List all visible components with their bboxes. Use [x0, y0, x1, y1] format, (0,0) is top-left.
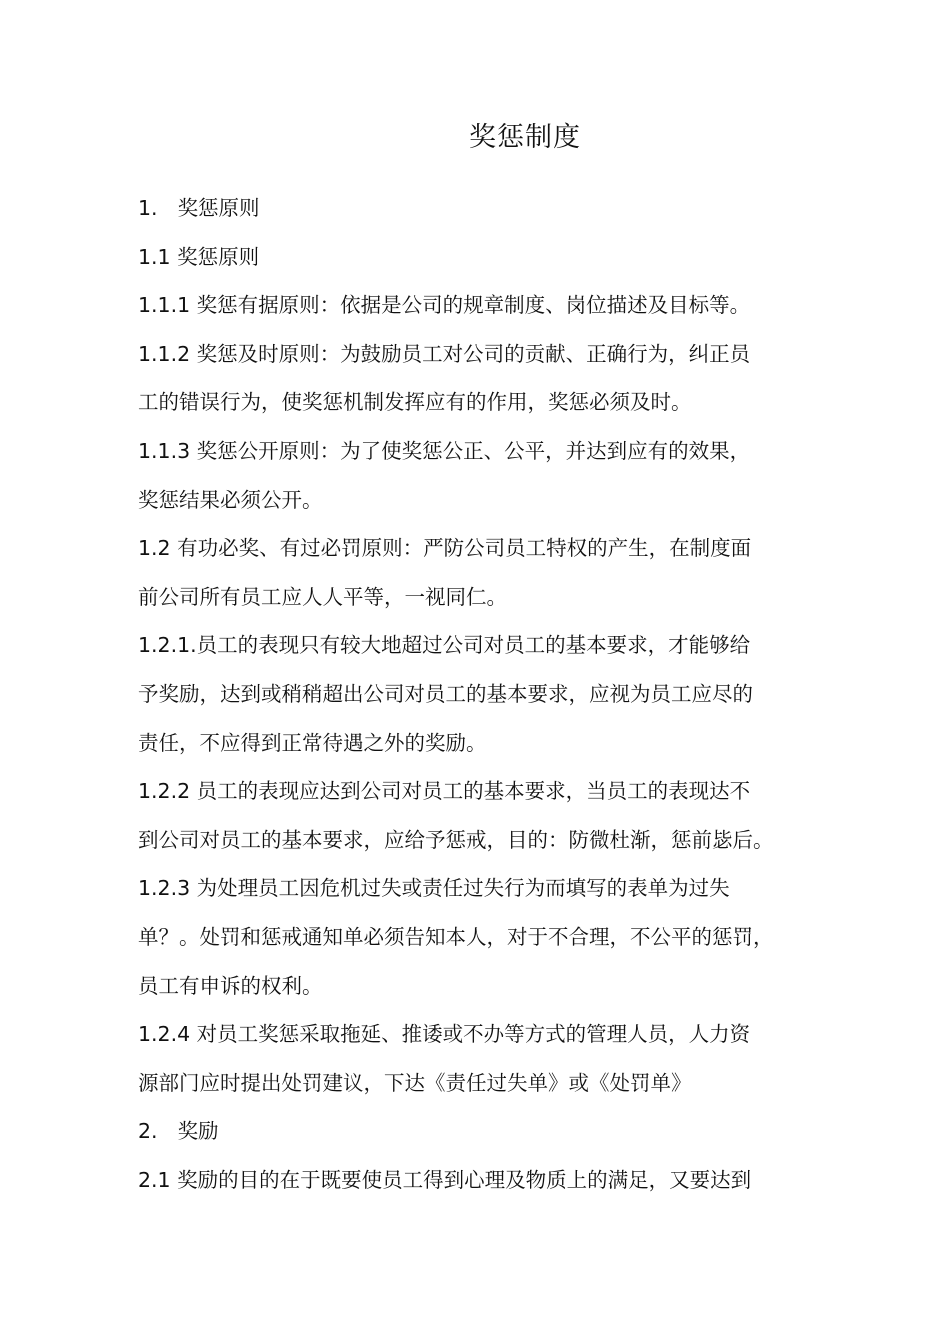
subsection-heading: 1.1 奖惩原则	[138, 244, 260, 269]
paragraph-line: 1.2.2 员工的表现应达到公司对员工的基本要求，当员工的表现达不	[138, 779, 751, 804]
paragraph-line: 1.1.3 奖惩公开原则：为了使奖惩公正、公平，并达到应有的效果，	[138, 438, 751, 463]
paragraph-line: 奖惩结果必须公开。	[138, 487, 323, 512]
section-heading	[138, 1107, 838, 1156]
paragraph-line: 单？。处罚和惩戒通知单必须告知本人，对于不合理，不公平的惩罚，	[138, 924, 774, 949]
paragraph-line: 1.2 有功必奖、有过必罚原则：严防公司员工特权的产生，在制度面	[138, 536, 752, 561]
paragraph-line: 源部门应时提出处罚建议，下达《责任过失单》或《处罚单》	[138, 1070, 692, 1095]
section-heading	[138, 184, 838, 233]
document-title: 奖惩制度	[469, 122, 581, 153]
paragraph-line: 到公司对员工的基本要求，应给予惩戒，目的：防微杜渐，惩前毖后。	[138, 827, 774, 852]
paragraph-line: 1.1.1 奖惩有据原则：依据是公司的规章制度、岗位描述及目标等。	[138, 293, 751, 318]
paragraph-line: 工的错误行为，使奖惩机制发挥应有的作用，奖惩必须及时。	[138, 390, 692, 415]
paragraph-line: 1.2.4 对员工奖惩采取拖延、推诿或不办等方式的管理人员，人力资	[138, 1022, 751, 1047]
paragraph-line: 1.1.2 奖惩及时原则：为鼓励员工对公司的贡献、正确行为，纠正员	[138, 341, 751, 366]
paragraph-line: 员工有申诉的权利。	[138, 973, 323, 998]
paragraph-line: 1.2.1.员工的表现只有较大地超过公司对员工的基本要求，才能够给	[138, 633, 751, 658]
paragraph-line: 责任，不应得到正常待遇之外的奖励。	[138, 730, 487, 755]
section-number: 1.	[138, 196, 158, 220]
document-body	[138, 184, 838, 1204]
section-title: 奖惩原则	[177, 196, 260, 220]
paragraph-line: 予奖励，达到或稍稍超出公司对员工的基本要求，应视为员工应尽的	[138, 681, 753, 706]
paragraph-line: 1.2.3 为处理员工因危机过失或责任过失行为而填写的表单为过失	[138, 876, 730, 901]
section-number: 2.	[138, 1119, 158, 1144]
paragraph-line: 2.1 奖励的目的在于既要使员工得到心理及物质上的满足，又要达到	[138, 1167, 752, 1192]
section-title: 奖励	[177, 1119, 219, 1144]
paragraph-line: 前公司所有员工应人人平等，一视同仁。	[138, 584, 507, 609]
